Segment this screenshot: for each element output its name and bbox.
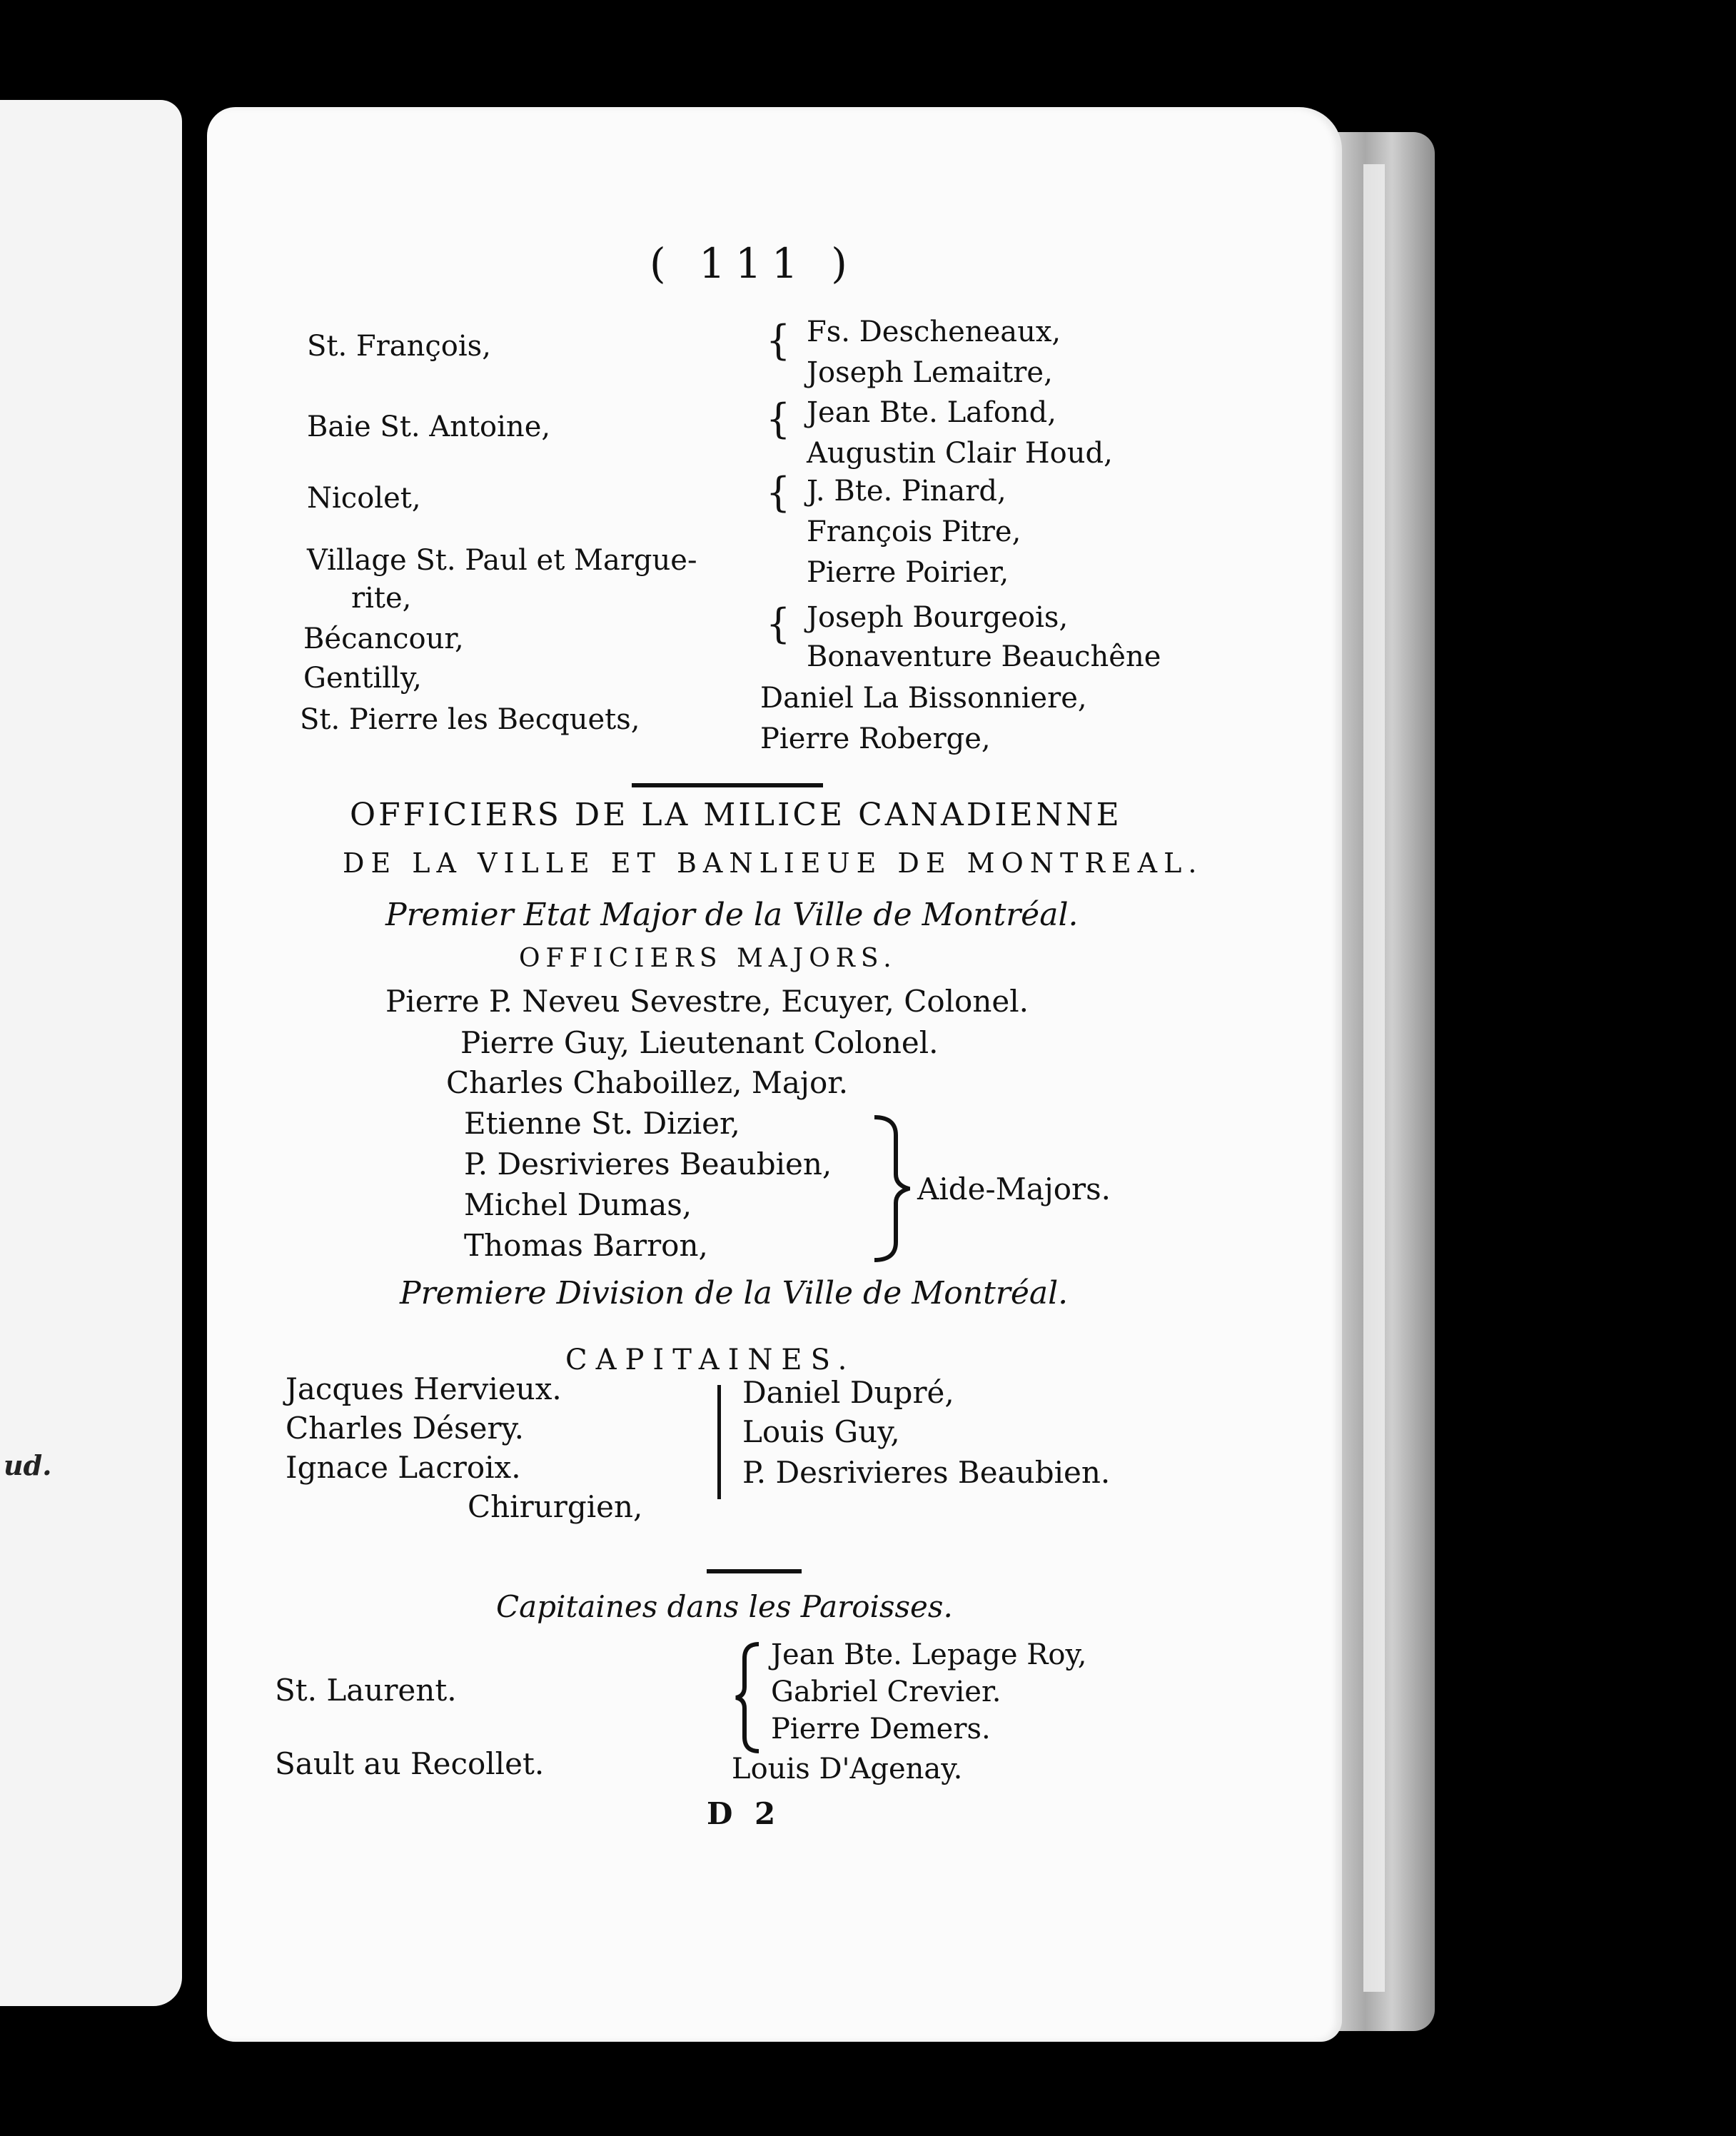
brace-icon: { [766,468,791,516]
parish-name: St. Pierre les Becquets, [300,703,640,736]
officer-name: Augustin Clair Houd, [807,437,1113,470]
officer-name: Daniel La Bissonniere, [760,682,1087,715]
heading-line-2: DE LA VILLE ET BANLIEUE DE MONTREAL. [343,847,1203,879]
section-divider [707,1569,802,1573]
left-facing-page [0,100,182,2006]
officer-name: François Pitre, [807,515,1021,548]
majors-heading: OFFICIERS MAJORS. [519,944,897,973]
officer-name: Pierre Demers. [771,1713,991,1745]
officer-name: Gabriel Crevier. [771,1676,1001,1708]
heading-subtitle: Premier Etat Major de la Ville de Montréal. [385,897,1079,933]
officer-name: Jean Bte. Lafond, [807,396,1056,429]
book-page [207,107,1342,2042]
captain-name: Jacques Hervieux. [286,1371,562,1406]
officer-name: Pierre Poirier, [807,556,1009,589]
officer-name: Bonaventure Beauchêne [807,640,1161,673]
aide-major-name: P. Desrivieres Beaubien, [464,1147,832,1182]
officer-name: J. Bte. Pinard, [807,475,1006,508]
page-number: ( 111 ) [650,239,857,288]
parish-name: Nicolet, [307,482,421,515]
heading-line-1: OFFICIERS DE LA MILICE CANADIENNE [350,797,1122,833]
brace-icon: { [766,316,791,364]
parish-name: St. François, [307,330,491,363]
officer-name: Pierre Roberge, [760,722,991,755]
capitaines-heading: CAPITAINES. [565,1344,856,1376]
parish-name: Sault au Recollet. [275,1746,545,1781]
parish-name-continued: rite, [351,582,412,615]
paroisses-title: Capitaines dans les Paroisses. [496,1589,953,1624]
captain-name: Charles Désery. [286,1411,525,1446]
captain-name: Louis Guy, [742,1414,900,1449]
parish-name: Bécancour, [303,623,464,655]
officer-name: Jean Bte. Lepage Roy, [771,1638,1087,1671]
column-divider [717,1385,721,1499]
officer-name: Joseph Bourgeois, [807,601,1069,634]
aide-major-name: Michel Dumas, [464,1187,692,1222]
major-officer: Pierre Guy, Lieutenant Colonel. [460,1025,939,1060]
division-title: Premiere Division de la Ville de Montréal. [400,1275,1069,1311]
aide-majors-label: Aide-Majors. [917,1172,1111,1206]
left-page-text-fragment: ud. [4,1449,52,1481]
captain-name: P. Desrivieres Beaubien. [742,1455,1111,1490]
aide-major-name: Etienne St. Dizier, [464,1106,740,1141]
captain-name: Daniel Dupré, [742,1375,954,1410]
officer-name: Joseph Lemaitre, [807,356,1053,389]
major-officer: Charles Chaboillez, Major. [446,1065,849,1100]
signature-mark: D 2 [707,1796,782,1831]
large-brace-icon [867,1114,910,1264]
parish-name: Baie St. Antoine, [307,410,551,443]
book-fore-edge-highlight [1363,164,1385,1992]
section-divider [632,783,823,787]
captain-name: Ignace Lacroix. [286,1450,521,1485]
parish-name: Gentilly, [303,662,422,695]
brace-icon: { [766,600,791,648]
chirurgien-label: Chirurgien, [468,1489,643,1524]
officer-name: Louis D'Agenay. [732,1753,963,1785]
major-officer: Pierre P. Neveu Sevestre, Ecuyer, Colonel. [385,984,1029,1019]
officer-name: Fs. Descheneaux, [807,316,1061,348]
brace-icon: { [766,395,791,443]
parish-name: St. Laurent. [275,1673,457,1708]
large-brace-icon [734,1641,762,1755]
parish-name: Village St. Paul et Margue- [307,544,697,577]
aide-major-name: Thomas Barron, [464,1228,708,1263]
